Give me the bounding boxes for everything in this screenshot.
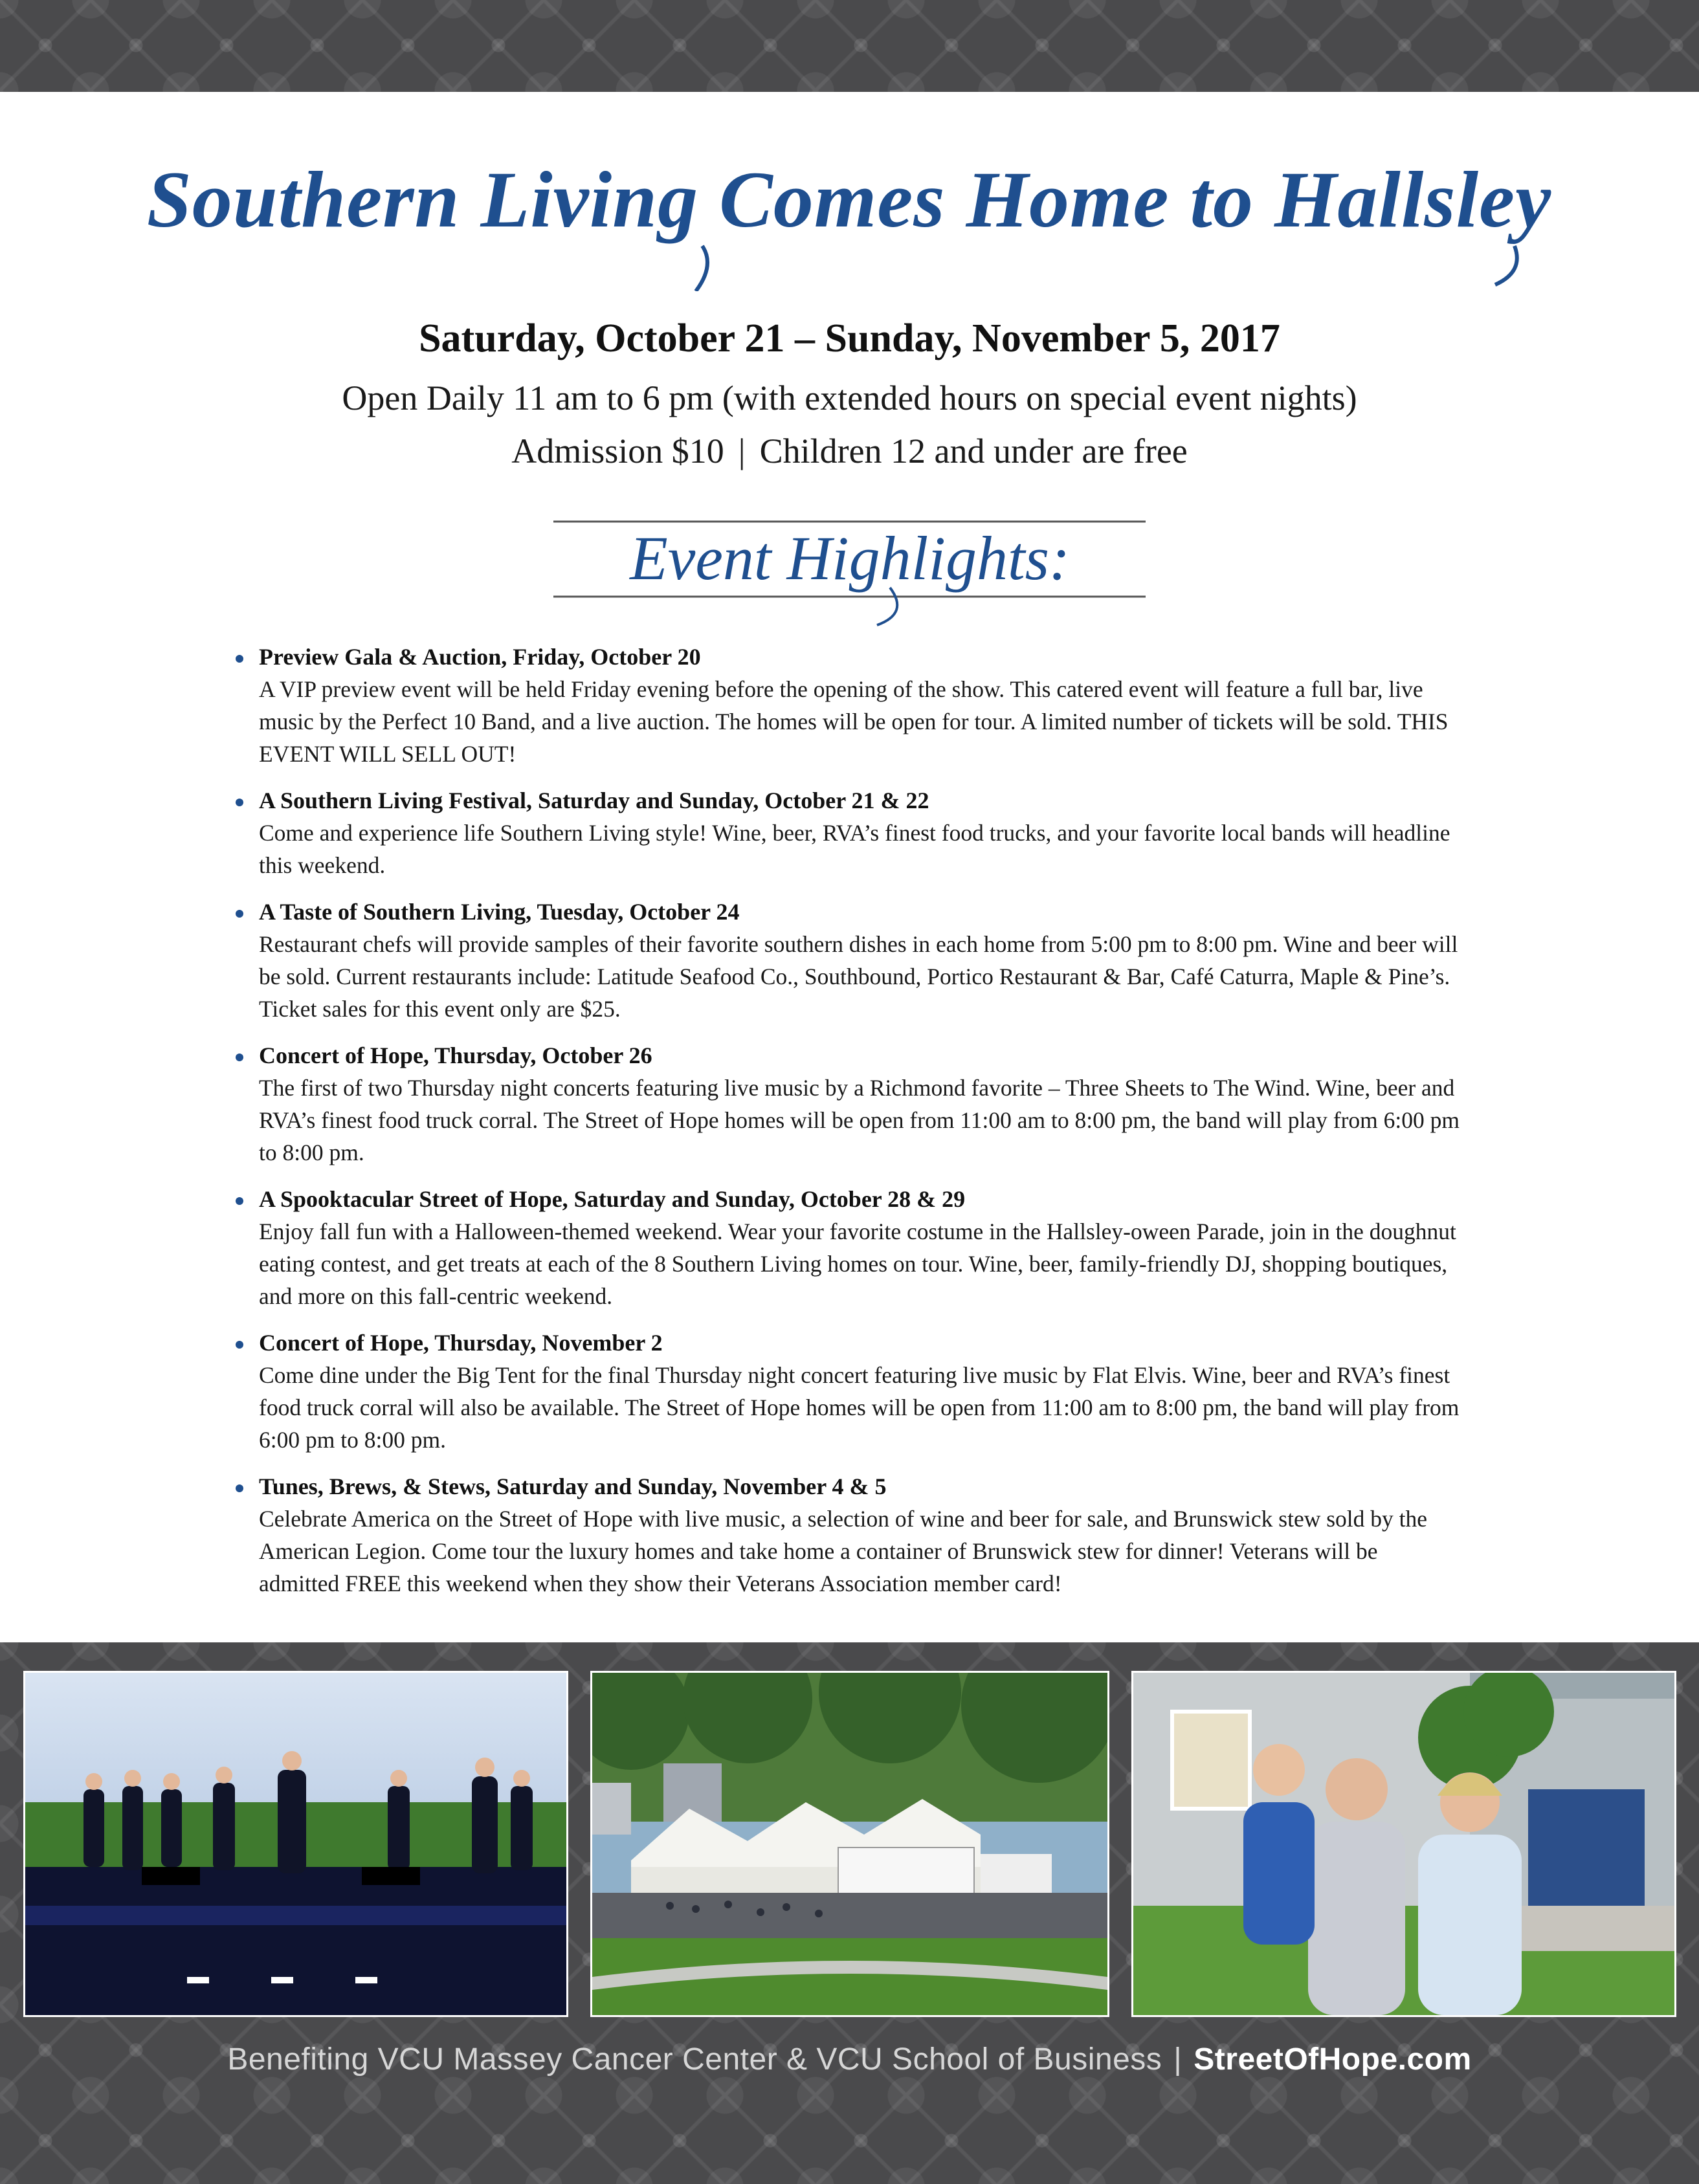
photo-tent-event bbox=[590, 1671, 1109, 2017]
event-title: A Spooktacular Street of Hope, Saturday and Sunday, October 28 & 29 bbox=[259, 1186, 966, 1212]
bullet-dot bbox=[236, 655, 243, 663]
bullet-dot bbox=[236, 910, 243, 918]
event-highlights-text: Event Highlights: bbox=[630, 524, 1070, 593]
footer-website-link[interactable]: StreetOfHope.com bbox=[1194, 2042, 1472, 2077]
event-title: Tunes, Brews, & Stews, Saturday and Sunday, November 4 & 5 bbox=[259, 1473, 887, 1499]
event-item bbox=[233, 1039, 1463, 1169]
event-item bbox=[233, 896, 1463, 1025]
page-title-text: Southern Living Comes Home to Hallsley bbox=[146, 155, 1552, 244]
band-photo-illustration bbox=[25, 1673, 566, 2015]
admission-separator: | bbox=[738, 432, 746, 470]
event-title: A Taste of Southern Living, Tuesday, October 24 bbox=[259, 899, 740, 925]
event-description: The first of two Thursday night concerts featuring live music by a Richmond favorite – Three Sheets to The Wind. Wine, beer and RVA’s finest food truck corral. The Street of Hope homes will be open from 11:00 am to 8:00 pm, the band will play from 6:00 pm to 8:00 pm. bbox=[259, 1075, 1460, 1165]
bullet-dot bbox=[236, 1341, 243, 1349]
page-title bbox=[0, 149, 1699, 291]
event-title: A Southern Living Festival, Saturday and Sunday, October 21 & 22 bbox=[259, 788, 929, 813]
admission-children: Children 12 and under are free bbox=[759, 432, 1188, 470]
bullet-dot bbox=[236, 1484, 243, 1492]
event-description: Enjoy fall fun with a Halloween-themed weekend. Wear your favorite costume in the Hallsley-oween Parade, join in the doughnut eating contest, and get treats at each of the 8 Southern Living homes on tour. Wine, beer, family-friendly DJ, shopping boutiques, and more on this fall-centric weekend. bbox=[259, 1219, 1456, 1309]
bullet-dot bbox=[236, 1197, 243, 1205]
photo-band-performance bbox=[23, 1671, 568, 2017]
admission-price: Admission $10 bbox=[511, 432, 724, 470]
bullet-dot bbox=[236, 1053, 243, 1061]
event-description: Celebrate America on the Street of Hope with live music, a selection of wine and beer for sale, and Brunswick stew sold by the American Legion. Come tour the luxury homes and take home a container of Brunswick stew for dinner! Veterans will be admitted FREE this weekend when they show their Veterans Association member card! bbox=[259, 1506, 1428, 1596]
heading-flourish bbox=[877, 588, 897, 625]
title-flourish bbox=[1495, 246, 1517, 285]
event-item bbox=[233, 1470, 1463, 1600]
tent-photo-illustration bbox=[592, 1673, 1107, 2015]
event-title: Concert of Hope, Thursday, November 2 bbox=[259, 1330, 663, 1356]
event-description: A VIP preview event will be held Friday evening before the opening of the show. This catered event will feature a full bar, live music by the Perfect 10 Band, and a live auction. The homes will be open for tour. A limited number of tickets will be sold. THIS EVENT WILL SELL OUT! bbox=[259, 676, 1449, 767]
date-range: Saturday, October 21 – Sunday, November 5, 2017 bbox=[419, 316, 1280, 360]
event-description: Come dine under the Big Tent for the final Thursday night concert featuring live music by Flat Elvis. Wine, beer and RVA’s finest food truck corral will also be available. The Street of Hope homes will be open from 11:00 am to 8:00 pm, the band will play from 6:00 pm to 8:00 pm. bbox=[259, 1362, 1460, 1453]
top-decorative-band bbox=[0, 0, 1699, 92]
open-hours: Open Daily 11 am to 6 pm (with extended hours on special event nights) bbox=[342, 379, 1357, 417]
photo-family-portrait bbox=[1131, 1671, 1676, 2017]
family-photo-illustration bbox=[1133, 1673, 1674, 2015]
event-title: Preview Gala & Auction, Friday, October 20 bbox=[259, 644, 701, 670]
event-item bbox=[233, 784, 1463, 881]
event-item bbox=[233, 641, 1463, 770]
admission-info bbox=[0, 431, 1699, 471]
event-title: Concert of Hope, Thursday, October 26 bbox=[259, 1042, 652, 1068]
title-flourish bbox=[696, 246, 707, 291]
event-item bbox=[233, 1183, 1463, 1312]
event-description: Restaurant chefs will provide samples of their favorite southern dishes in each home from 5:00 pm to 8:00 pm. Wine and beer will be sold. Current restaurants include: Latitude Seafood Co., Southbound, Portico Restaurant & Bar, Café Caturra, Maple & Pine’s. Ticket sales for this event only are $25. bbox=[259, 931, 1458, 1022]
event-list bbox=[233, 641, 1463, 1614]
event-description: Come and experience life Southern Living style! Wine, beer, RVA’s finest food trucks, and your favorite local bands will headline this weekend. bbox=[259, 820, 1450, 878]
bullet-dot bbox=[236, 799, 243, 806]
footer-beneficiaries: Benefiting VCU Massey Cancer Center & VCU School of Business bbox=[227, 2042, 1162, 2077]
footer-credits bbox=[0, 2042, 1699, 2077]
event-highlights-heading bbox=[553, 511, 1149, 628]
footer-separator: | bbox=[1173, 2042, 1183, 2077]
event-item bbox=[233, 1327, 1463, 1456]
